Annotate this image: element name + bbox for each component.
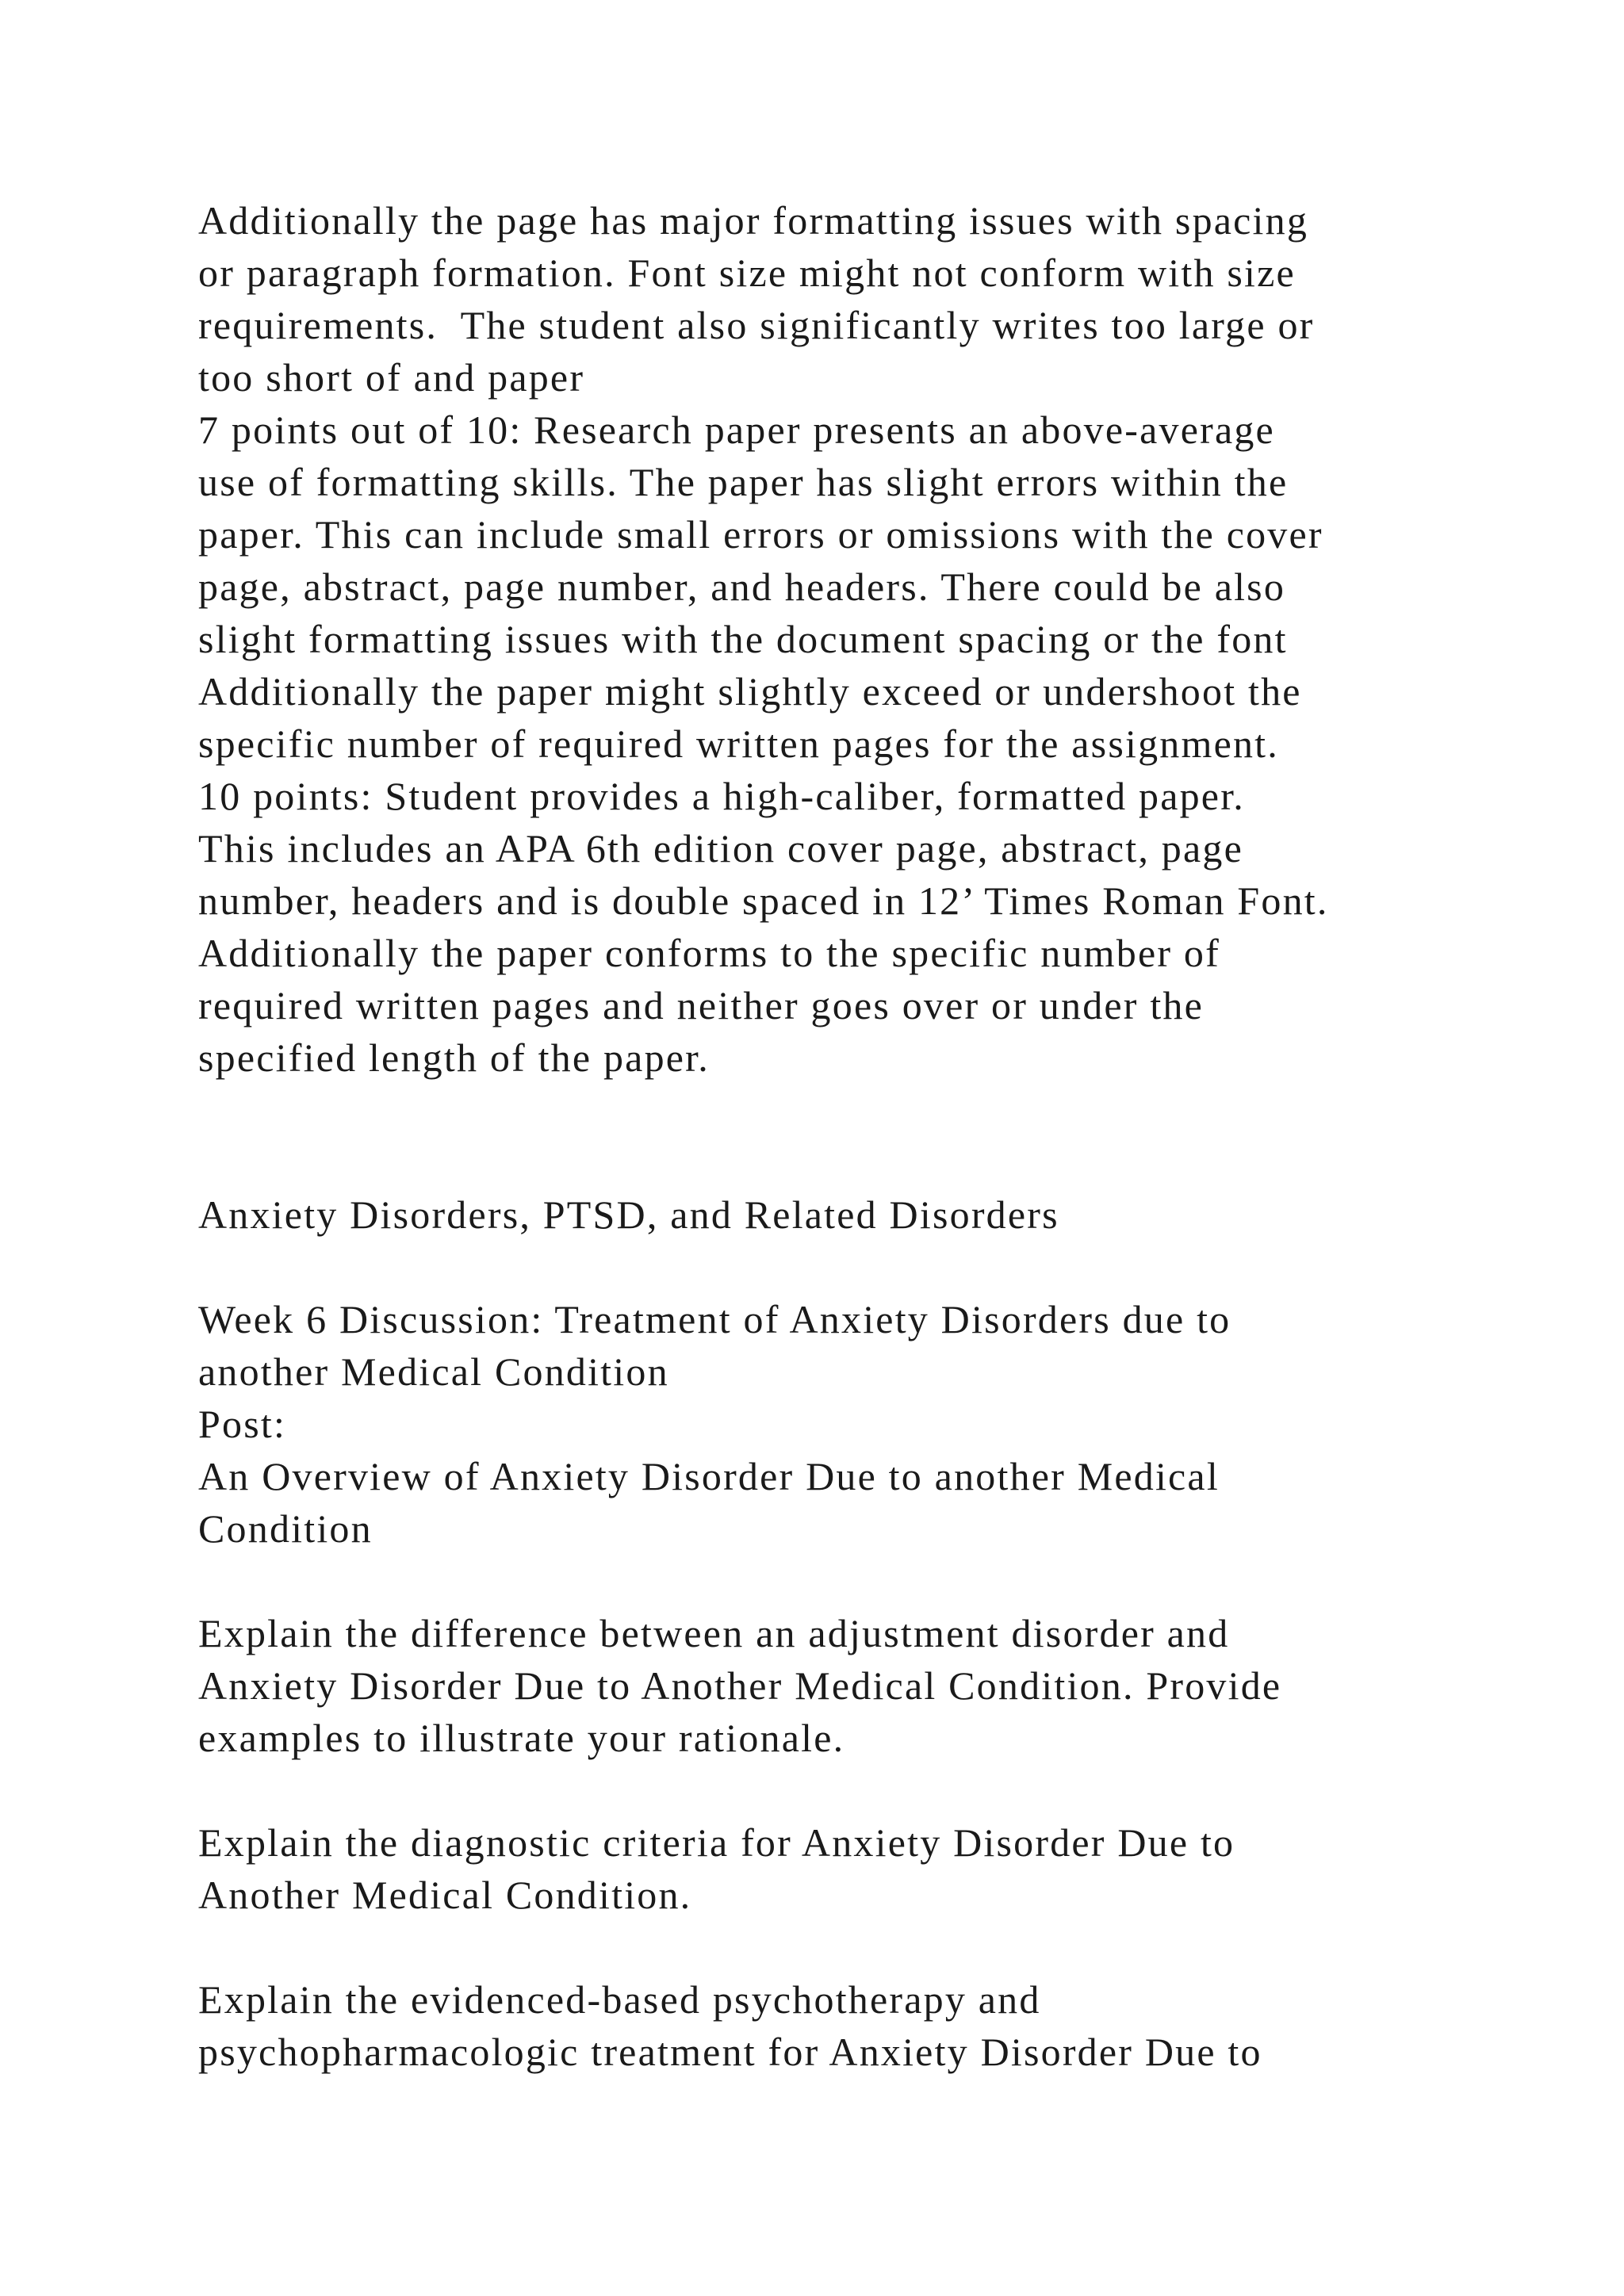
text-line: Anxiety Disorder Due to Another Medical Condition. Provide [198, 1663, 1282, 1708]
text-line: Week 6 Discussion: Treatment of Anxiety Disorders due to [198, 1297, 1231, 1341]
text-line: psychopharmacologic treatment for Anxiety Disorder Due to [198, 2030, 1262, 2074]
text-line: Additionally the paper conforms to the specific number of [198, 931, 1220, 975]
text-line: paper. This can include small errors or omissions with the cover [198, 512, 1323, 557]
discussion-heading [198, 1293, 1435, 1398]
post-label: Post: [198, 1402, 287, 1446]
blank-space [198, 1241, 1435, 1293]
text-line: use of formatting skills. The paper has slight errors within the [198, 460, 1289, 504]
text-line: Explain the difference between an adjustment disorder and [198, 1611, 1230, 1655]
text-line: Explain the diagnostic criteria for Anxiety Disorder Due to [198, 1820, 1235, 1865]
text-line: Condition [198, 1506, 373, 1551]
text-line: An Overview of Anxiety Disorder Due to another Medical [198, 1454, 1220, 1498]
text-line: This includes an APA 6th edition cover page, abstract, page [198, 826, 1243, 871]
prompt-paragraph-2 [198, 1816, 1435, 1921]
text-line: specified length of the paper. [198, 1035, 710, 1080]
section-title: Anxiety Disorders, PTSD, and Related Disorders [198, 1192, 1059, 1237]
text-line: 7 points out of 10: Research paper presents an above-average [198, 408, 1275, 452]
text-line: number, headers and is double spaced in 12’ Times Roman Font. [198, 878, 1329, 923]
text-line: requirements. The student also significantly writes too large or [198, 303, 1315, 347]
text-line: slight formatting issues with the document spacing or the font [198, 617, 1288, 661]
text-line: Another Medical Condition. [198, 1873, 692, 1917]
text-line: examples to illustrate your rationale. [198, 1716, 845, 1760]
text-line: Additionally the paper might slightly exceed or undershoot the [198, 669, 1302, 714]
blank-space [198, 1555, 1435, 1607]
text-line: too short of and paper [198, 355, 585, 400]
text-line: specific number of required written pages for the assignment. [198, 721, 1279, 766]
text-line: Explain the evidenced-based psychotherapy and [198, 1977, 1041, 2022]
text-line: page, abstract, page number, and headers. There could be also [198, 564, 1286, 609]
overview-heading [198, 1450, 1435, 1555]
prompt-paragraph-1 [198, 1607, 1435, 1764]
blank-space [198, 1921, 1435, 1973]
blank-space [198, 1764, 1435, 1816]
blank-space [198, 1084, 1435, 1188]
text-line: 10 points: Student provides a high-caliber, formatted paper. [198, 774, 1245, 818]
prompt-paragraph-3 [198, 1973, 1435, 2078]
rubric-text [198, 194, 1435, 1084]
text-line: or paragraph formation. Font size might not conform with size [198, 251, 1296, 295]
text-line: required written pages and neither goes over or under the [198, 983, 1205, 1027]
document-page [198, 194, 1435, 2078]
text-line: another Medical Condition [198, 1349, 669, 1394]
text-line: Additionally the page has major formatting issues with spacing [198, 198, 1309, 243]
